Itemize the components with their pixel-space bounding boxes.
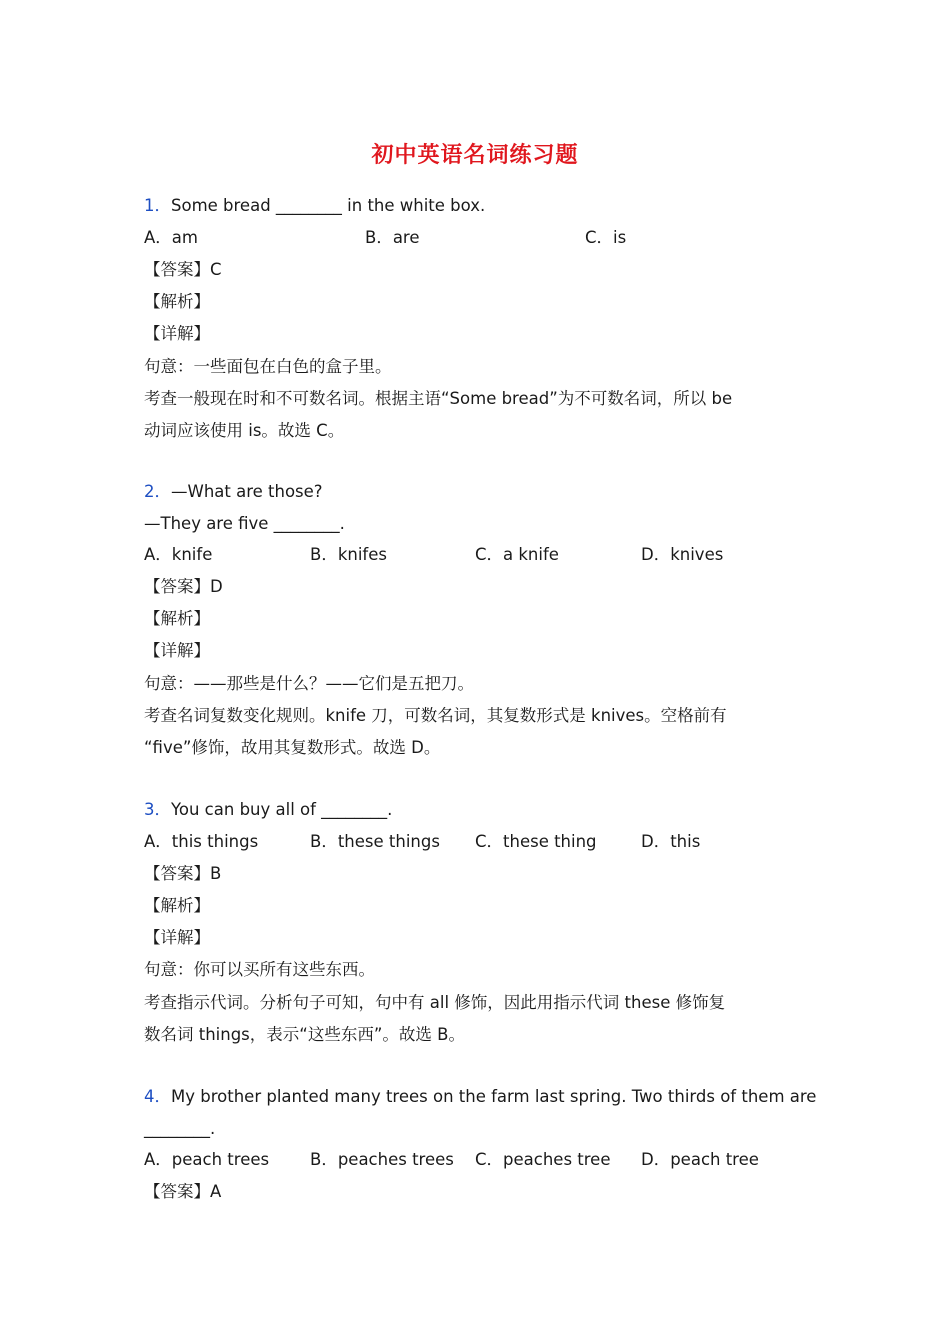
option-c: C．peaches tree xyxy=(475,1150,611,1169)
answer-label: 【答案】D xyxy=(144,577,223,596)
question-number: 3． xyxy=(144,800,171,819)
option-a: A．knife xyxy=(144,545,213,564)
explanation-line: 动词应该使用 is。故选 C。 xyxy=(144,421,345,440)
explanation-line: 句意：——那些是什么？——它们是五把刀。 xyxy=(144,674,474,693)
option-b: B．are xyxy=(365,228,420,247)
option-a: A．peach trees xyxy=(144,1150,270,1169)
explanation-line: “five”修饰，故用其复数形式。故选 D。 xyxy=(144,738,441,757)
option-c: C．these thing xyxy=(475,832,597,851)
analysis-label: 【解析】 xyxy=(144,896,210,915)
analysis-label: 【解析】 xyxy=(144,292,210,311)
question-number: 1． xyxy=(144,196,171,215)
analysis-label: 【解析】 xyxy=(144,609,210,628)
option-b: B．these things xyxy=(310,832,440,851)
question-3-stem: 3．You can buy all of ________. xyxy=(144,800,393,819)
explanation-line: 考查指示代词。分析句子可知，句中有 all 修饰，因此用指示代词 these 修饰复 xyxy=(144,993,726,1012)
question-2-stem-line: —They are five ________. xyxy=(144,514,345,533)
question-1-stem: 1．Some bread ________ in the white box. xyxy=(144,196,486,215)
option-d: D．peach tree xyxy=(641,1150,759,1169)
option-a: A．this things xyxy=(144,832,259,851)
explanation-line: 句意：一些面包在白色的盒子里。 xyxy=(144,357,392,376)
option-c: C．is xyxy=(585,228,627,247)
detail-label: 【详解】 xyxy=(144,324,210,343)
explanation-line: 考查名词复数变化规则。knife 刀，可数名词，其复数形式是 knives。空格前有 xyxy=(144,706,727,725)
question-number: 2． xyxy=(144,482,171,501)
option-d: D．this xyxy=(641,832,701,851)
explanation-line: 考查一般现在时和不可数名词。根据主语“Some bread”为不可数名词，所以 be xyxy=(144,389,733,408)
answer-label: 【答案】A xyxy=(144,1182,222,1201)
explanation-line: 句意：你可以买所有这些东西。 xyxy=(144,960,375,979)
option-d: D．knives xyxy=(641,545,724,564)
option-a: A．am xyxy=(144,228,198,247)
detail-label: 【详解】 xyxy=(144,641,210,660)
option-b: B．peaches trees xyxy=(310,1150,454,1169)
question-4-stem-line: ________. xyxy=(144,1119,216,1138)
answer-label: 【答案】C xyxy=(144,260,222,279)
explanation-line: 数名词 things，表示“这些东西”。故选 B。 xyxy=(144,1025,465,1044)
option-b: B．knifes xyxy=(310,545,387,564)
question-number: 4． xyxy=(144,1087,171,1106)
question-4-stem: 4．My brother planted many trees on the farm last spring. Two thirds of them are xyxy=(144,1087,817,1106)
question-2-stem: 2．—What are those? xyxy=(144,482,323,501)
answer-label: 【答案】B xyxy=(144,864,222,883)
option-c: C．a knife xyxy=(475,545,559,564)
page-title: 初中英语名词练习题 xyxy=(371,142,579,168)
detail-label: 【详解】 xyxy=(144,928,210,947)
